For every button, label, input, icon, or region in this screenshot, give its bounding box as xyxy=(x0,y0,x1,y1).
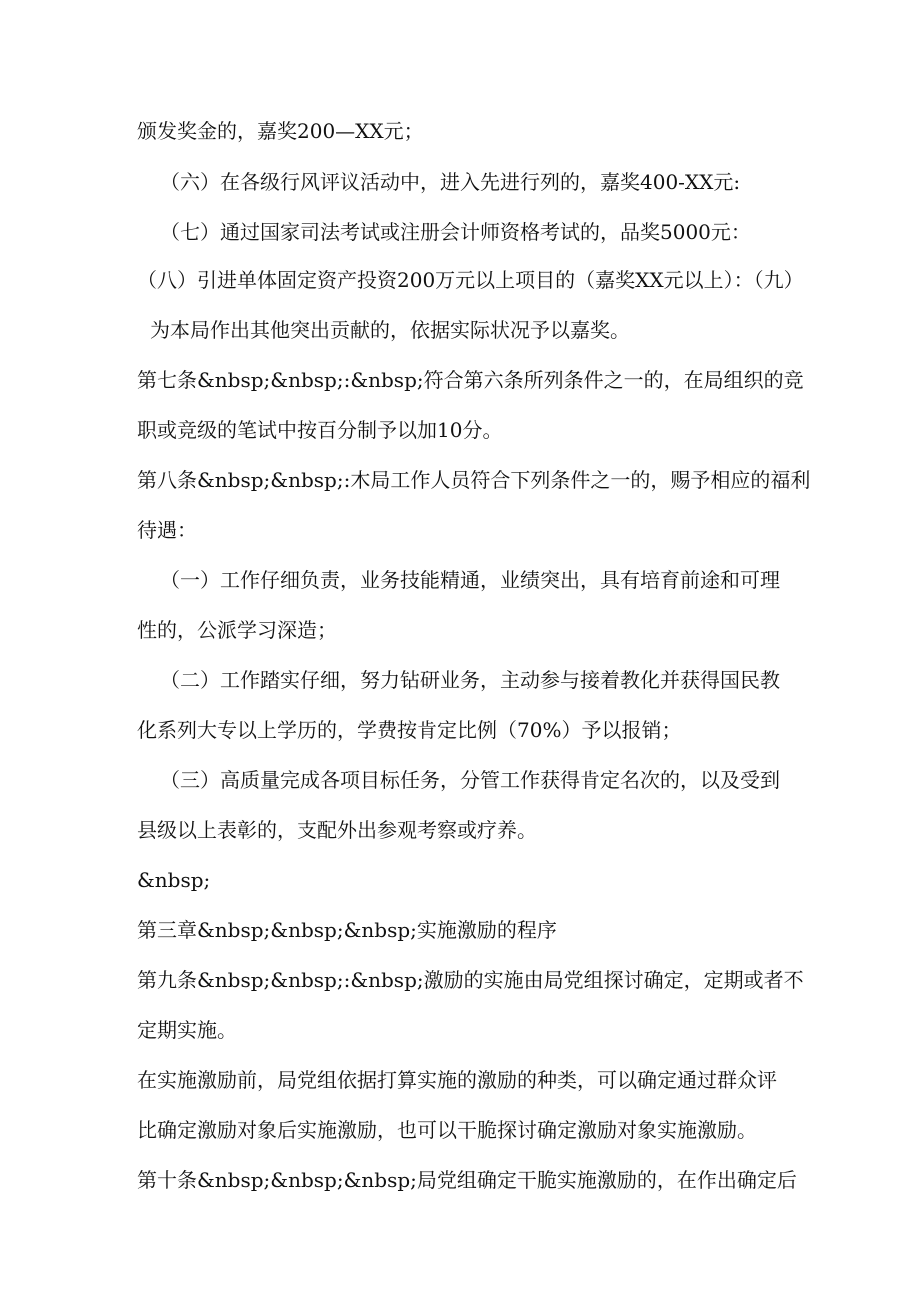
text-line: 第九条&nbsp;&nbsp;:&nbsp;激励的实施由局党组探讨确定，定期或者不 xyxy=(137,968,804,992)
text-line: （二）工作踏实仔细，努力钻研业务，主动参与接着教化并获得国民教 xyxy=(160,668,780,692)
text-line: 在实施激励前，局党组依据打算实施的激励的种类，可以确定通过群众评 xyxy=(137,1068,777,1092)
text-line: 性的，公派学习深造； xyxy=(137,618,337,642)
text-line: （一）工作仔细负责，业务技能精通，业绩突出，具有培育前途和可理 xyxy=(160,568,780,592)
text-line: 为本局作出其他突出贡献的，依据实际状况予以嘉奖。 xyxy=(150,318,630,342)
text-line: 县级以上表彰的，支配外出参观考察或疗养。 xyxy=(137,818,537,842)
section-heading: 第三章&nbsp;&nbsp;&nbsp;实施激励的程序 xyxy=(137,918,557,942)
text-line: 比确定激励对象后实施激励，也可以干脆探讨确定激励对象实施激励。 xyxy=(137,1118,757,1142)
text-line: （三）高质量完成各项目标任务，分管工作获得肯定名次的，以及受到 xyxy=(160,768,780,792)
text-line: （六）在各级行风评议活动中，进入先进行列的，嘉奖400-XX元: xyxy=(160,170,741,194)
text-line: 待遇： xyxy=(137,518,197,542)
text-line: 第八条&nbsp;&nbsp;:木局工作人员符合下列条件之一的，赐予相应的福利 xyxy=(137,468,811,492)
text-line: （八）引进单体固定资产投资200万元以上项目的（嘉奖XX元以上）：（九） xyxy=(137,268,804,292)
text-line: （七）通过国家司法考试或注册会计师资格考试的，品奖5000元： xyxy=(160,220,751,244)
text-line: 第十条&nbsp;&nbsp;&nbsp;局党组确定干脆实施激励的，在作出确定后 xyxy=(137,1168,797,1192)
text-line: 定期实施。 xyxy=(137,1018,237,1042)
text-line: &nbsp; xyxy=(137,868,211,892)
text-line: 第七条&nbsp;&nbsp;:&nbsp;符合第六条所列条件之一的，在局组织的竞 xyxy=(137,368,804,392)
text-line: 化系列大专以上学历的，学费按肯定比例（70%）予以报销； xyxy=(137,718,682,742)
text-line: 颁发奖金的，嘉奖200—XX元； xyxy=(137,119,424,143)
text-line: 职或竞级的笔试中按百分制予以加10分。 xyxy=(137,418,503,442)
